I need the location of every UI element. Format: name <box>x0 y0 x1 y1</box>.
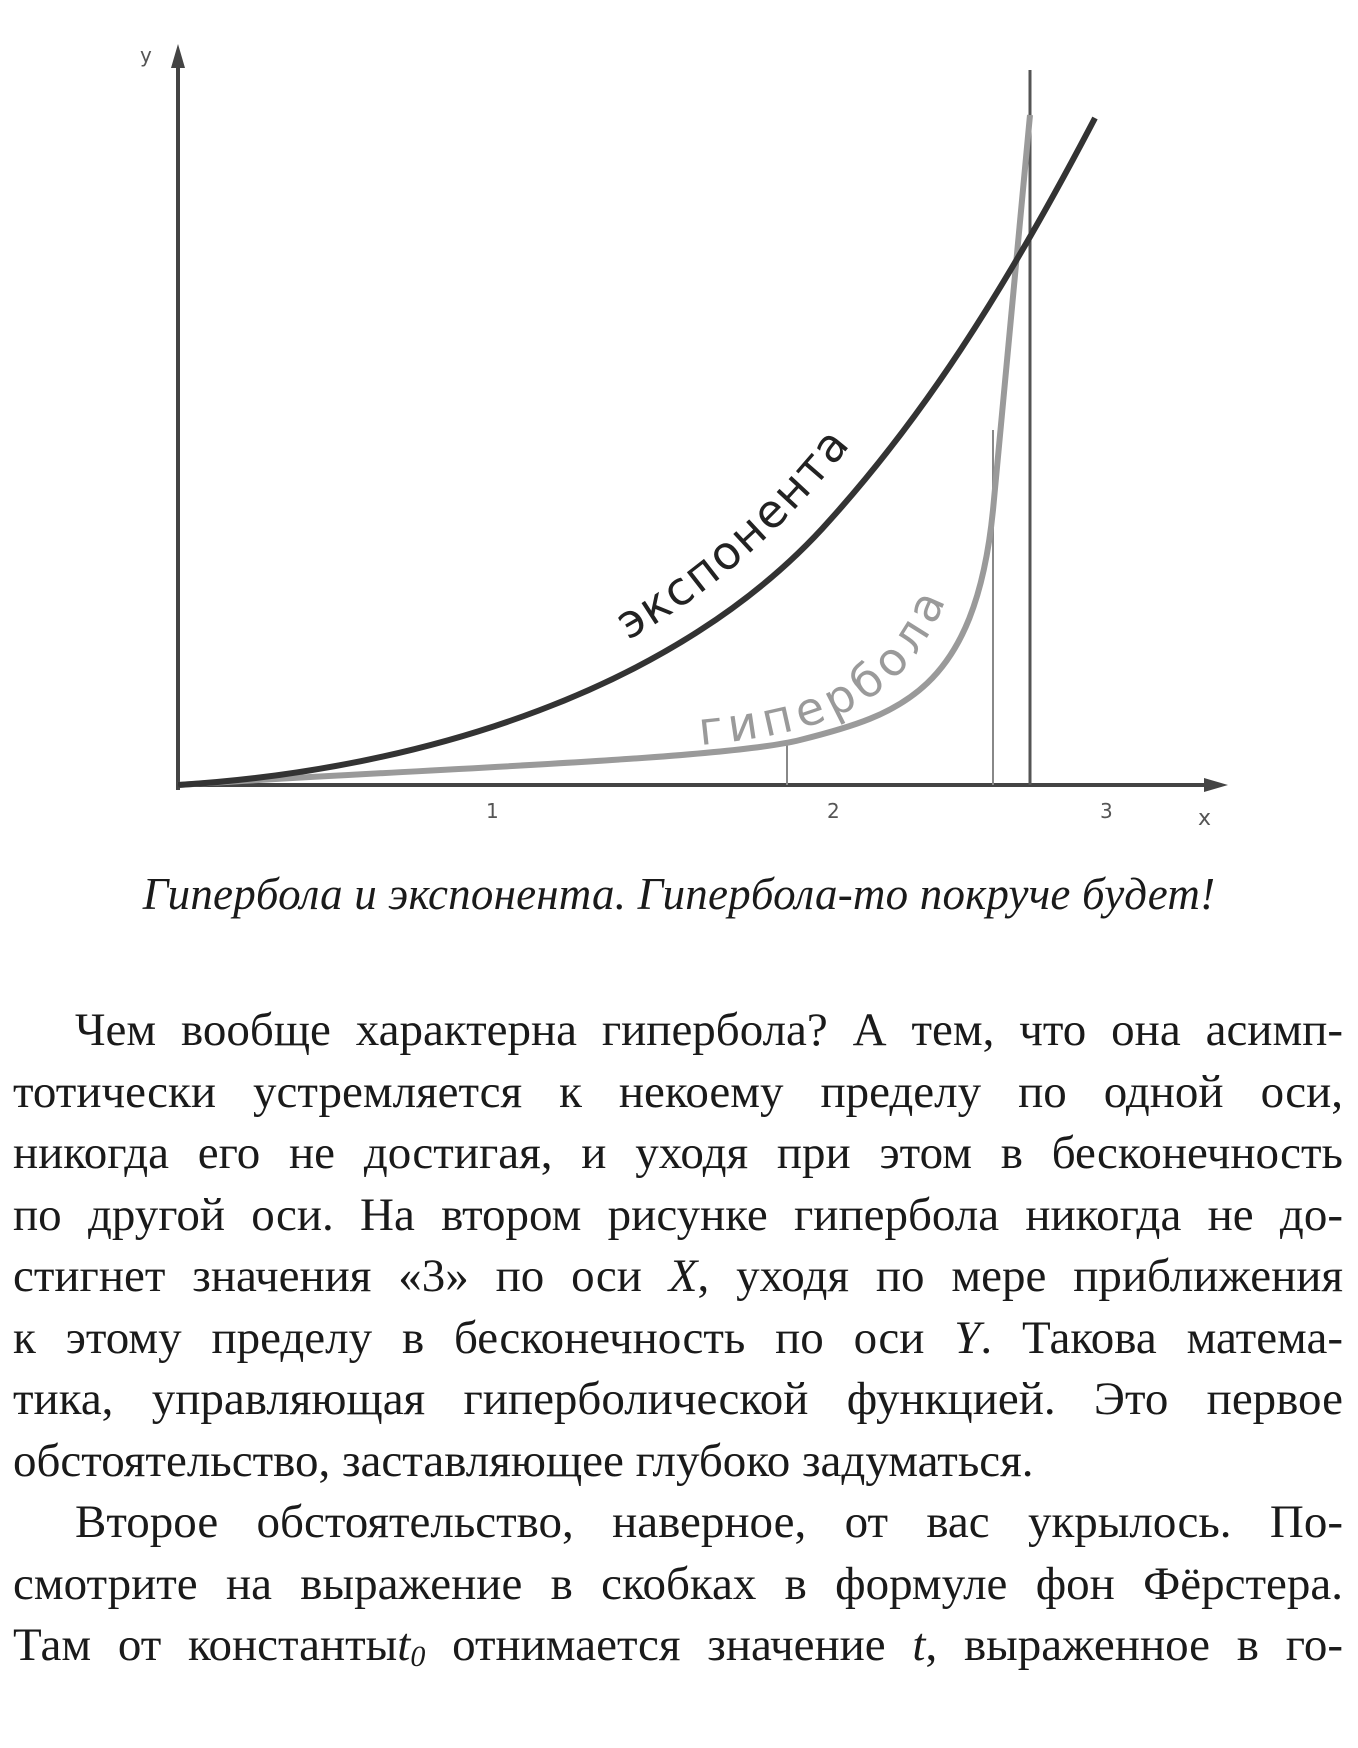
x-tick-label: 3 <box>1100 799 1113 823</box>
y-axis <box>171 44 185 790</box>
symbol-t0: t <box>397 1619 411 1671</box>
paragraph-line: Чем вообще характерна гипербола? А тем, что она асимп- <box>75 1004 1343 1056</box>
paragraph-line: к этому пределу в бесконечность по оси Y. Такова матема- <box>13 1311 1343 1364</box>
y-axis-label: y <box>140 43 152 67</box>
exponent-curve <box>178 118 1095 785</box>
x-axis <box>178 778 1228 792</box>
axis-symbol-x: X <box>668 1250 698 1302</box>
paragraph-line: по другой оси. На втором рисунке гипербола никогда не до- <box>13 1188 1343 1241</box>
hyperbola-curve-label: гипербола <box>695 577 959 757</box>
paragraph-line: никогда его не достигая, и уходя при этом в бесконечность <box>13 1127 1343 1179</box>
paragraph-line: обстоятельство, заставляющее глубоко задуматься. <box>13 1434 1034 1487</box>
paragraph-line: Второе обстоятельство, наверное, от вас укрылось. По- <box>75 1496 1343 1548</box>
x-tick-label: 1 <box>486 799 499 823</box>
paragraph-line: тотически устремляется к некоему пределу по одной оси, <box>13 1065 1343 1118</box>
paragraph-line: стигнет значения «3» по оси X, уходя по мере приближения <box>13 1250 1344 1302</box>
paragraph-line: Там от константыt$_0$ отнимается значение t, выраженное в го- <box>13 1619 1343 1673</box>
paragraph-line: тика, управляющая гиперболической функцией. Это первое <box>13 1373 1343 1425</box>
x-axis-label: x <box>1198 806 1212 831</box>
figure-caption: Гипербола и экспонента. Гипербола-то покруче будет! <box>142 869 1216 919</box>
paragraph-line: смотрите на выражение в скобках в формуле фон Фёрстера. <box>13 1557 1343 1610</box>
exponent-curve-label: экспонента <box>606 416 861 650</box>
figure <box>0 0 1358 860</box>
x-tick-label: 2 <box>827 799 840 823</box>
symbol-t: t <box>912 1619 926 1671</box>
body-text <box>13 1000 1343 1677</box>
axis-symbol-y: Y <box>954 1311 981 1364</box>
subscript-zero: 0 <box>410 1640 426 1673</box>
